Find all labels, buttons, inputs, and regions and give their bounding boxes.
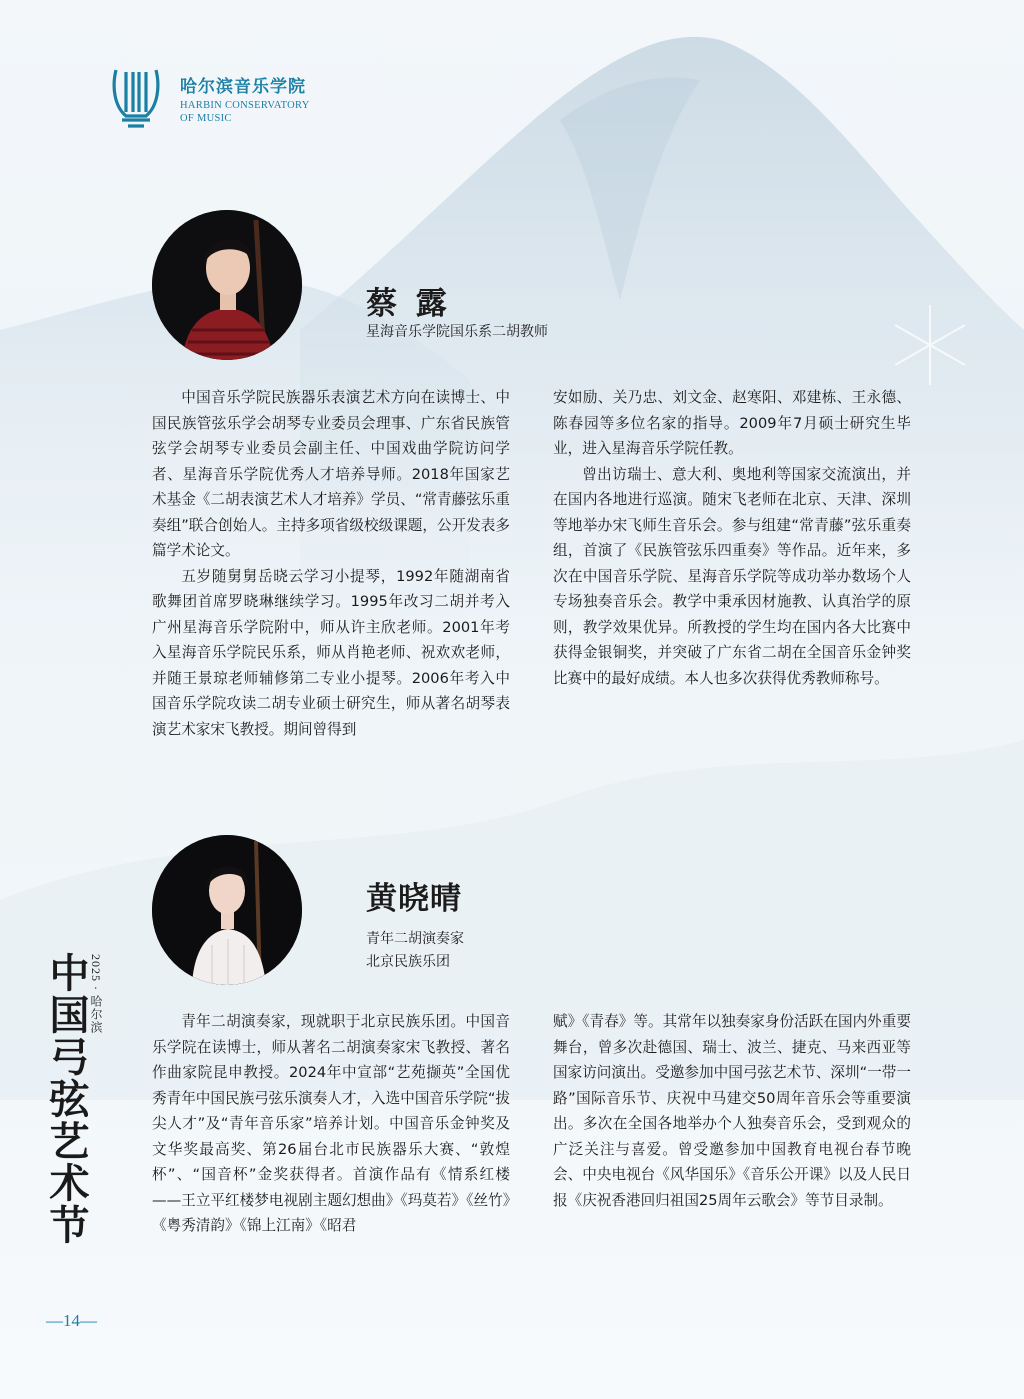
profile-role: 青年二胡演奏家 北京民族乐团 <box>366 931 464 970</box>
page-number: —14— <box>46 1311 97 1330</box>
bio-column-left <box>152 1009 510 1239</box>
bio-column-right <box>553 1009 911 1213</box>
festival-sidebar <box>40 940 110 1290</box>
bio-column-left <box>152 385 510 742</box>
profile-photo-huang-xiaoqing <box>152 835 302 985</box>
profile-name: 黄晓晴 <box>366 881 462 917</box>
logo-english-name: HARBIN CONSERVATORY OF MUSIC <box>180 100 310 124</box>
bio-paragraph: 安如励、关乃忠、刘文金、赵寒阳、邓建栋、王永德、陈春园等多位名家的指导。2009年7月硕士研究生毕业，进入星海音乐学院任教。 <box>553 389 911 457</box>
bio-paragraph: 赋》《青春》等。其常年以独奏家身份活跃在国内外重要舞台，曾多次赴德国、瑞士、波兰、捷克、马来西亚等国家访问演出。受邀参加中国弓弦艺术节、深圳“一带一路”国际音乐节、庆祝中马建交50周年音乐会等重要演出。多次在全国各地举办个人独奏音乐会，受到观众的广泛关注与喜爱。曾受邀参加中国教育电视台春节晚会、中央电视台《风华国乐》《音乐公开课》以及人民日报《庆祝香港回归祖国25周年云歌会》等节目录制。 <box>553 1013 911 1209</box>
bio-paragraph: 青年二胡演奏家，现就职于北京民族乐团。中国音乐学院在读博士，师从著名二胡演奏家宋飞教授、著名作曲家院昆申教授。2024年中宣部“艺苑撷英”全国优秀青年中国民族弓弦乐演奏人才，入选中国音乐学院“拔尖人才”及“青年音乐家”培养计划。中国音乐金钟奖及文华奖最高奖、第26届台北市民族器乐大赛、“敦煌杯”、“国音杯”金奖获得者。首演作品有《情系红楼——王立平红楼梦电视剧主题幻想曲》《玛莫若》《丝竹》《粤秀清韵》《锦上江南》《昭君 <box>152 1013 510 1234</box>
profile-role: 星海音乐学院国乐系二胡教师 <box>366 324 548 340</box>
school-logo <box>108 66 348 130</box>
lyre-logo-icon <box>108 66 164 130</box>
bio-paragraph: 曾出访瑞士、意大利、奥地利等国家交流演出，并在国内各地进行巡演。随宋飞老师在北京、天津、深圳等地举办宋飞师生音乐会。参与组建“常青藤”弦乐重奏组，首演了《民族管弦乐四重奏》等作品。近年来，多次在中国音乐学院、星海音乐学院等成功举办数场个人专场独奏音乐会。教学中秉承因材施教、认真治学的原则，教学效果优异。所教授的学生均在国内各大比赛中获得金银铜奖，并突破了广东省二胡在全国音乐金钟奖比赛中的最好成绩。本人也多次获得优秀教师称号。 <box>553 465 911 687</box>
logo-chinese-name: 哈尔滨音乐学院 <box>180 77 306 97</box>
festival-title: 中国弓弦艺术节 <box>43 952 90 1246</box>
profile-photo-cai-lu <box>152 210 302 360</box>
bio-column-right <box>553 385 911 691</box>
bio-paragraph: 中国音乐学院民族器乐表演艺术方向在读博士、中国民族管弦乐学会胡琴专业委员会理事、广东省民族管弦学会胡琴专业委员会副主任、中国戏曲学院访问学者、星海音乐学院优秀人才培养导师。2018年国家艺术基金《二胡表演艺术人才培养》学员、“常青藤弦乐重奏组”联合创始人。主持多项省级校级课题，公开发表多篇学术论文。 <box>152 389 510 559</box>
festival-year: 2025 · 哈尔滨 <box>89 954 103 1034</box>
profile-name: 蔡 露 <box>366 286 451 322</box>
bio-paragraph: 五岁随舅舅岳晓云学习小提琴，1992年随湖南省歌舞团首席罗晓琳继续学习。1995年改习二胡并考入广州星海音乐学院附中，师从许主欣老师。2001年考入星海音乐学院民乐系，师从肖艳老师、祝欢欢老师，并随王景琼老师辅修第二专业小提琴。2006年考入中国音乐学院攻读二胡专业硕士研究生，师从著名胡琴表演艺术家宋飞教授。期间曾得到 <box>152 567 510 738</box>
